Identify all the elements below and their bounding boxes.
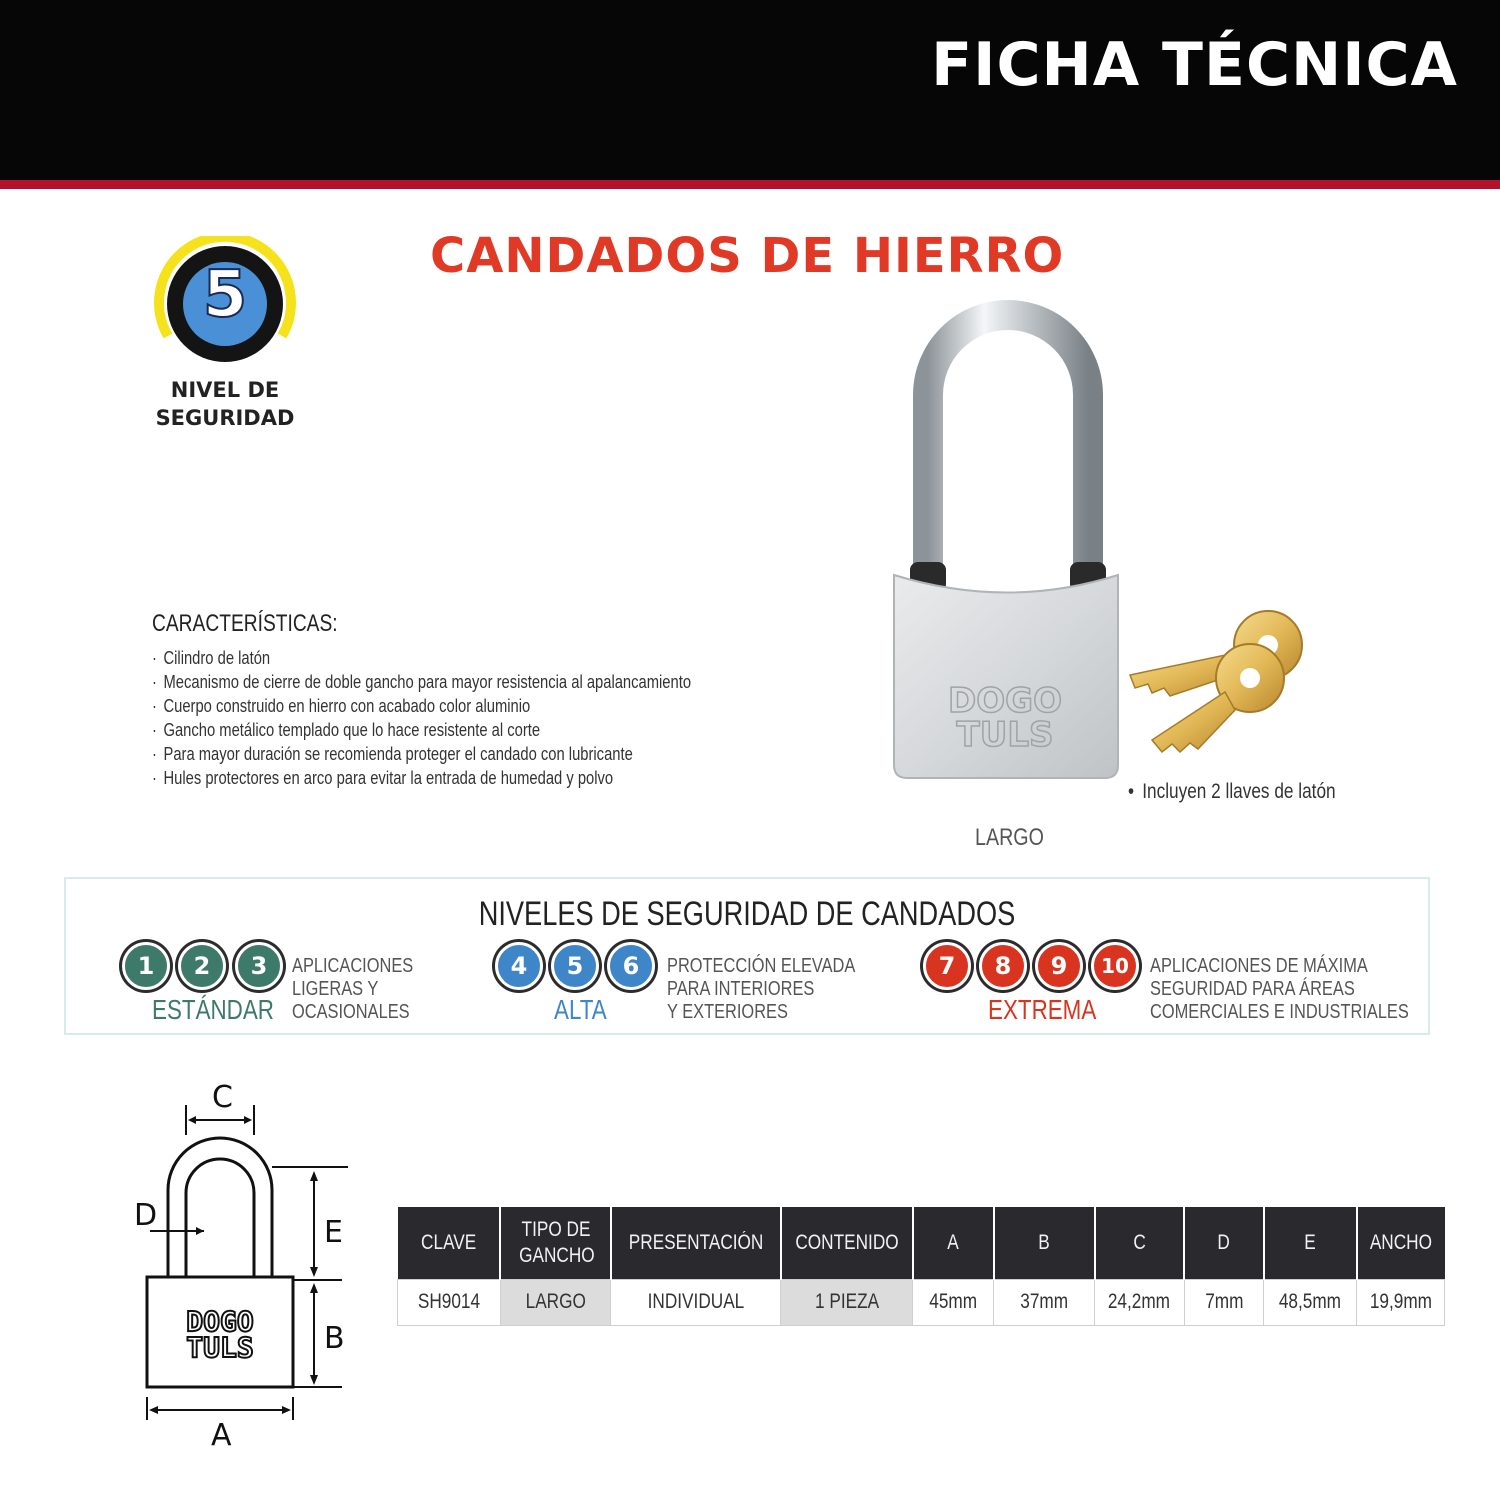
specs-header-cell: ANCHO (1357, 1207, 1445, 1279)
desc-line: SEGURIDAD PARA ÁREAS (1150, 978, 1355, 1000)
level-4-icon: 4 (495, 942, 543, 990)
characteristics-title: CARACTERÍSTICAS: (152, 610, 338, 637)
badge-label-line2: SEGURIDAD (155, 406, 295, 430)
specs-header-cell: B (994, 1207, 1095, 1279)
desc-line: APLICACIONES (292, 955, 414, 977)
padlock-image (880, 300, 1360, 800)
diagram-brand-line1: DOGO (186, 1305, 254, 1338)
level-group-extrema-desc (1150, 955, 1409, 1024)
specs-cell-tipo: LARGO (500, 1279, 610, 1325)
desc-line: COMERCIALES E INDUSTRIALES (1150, 1001, 1409, 1023)
specs-cell-b: 37mm (994, 1279, 1095, 1325)
level-6-icon: 6 (607, 942, 655, 990)
specs-header-cell: TIPO DE GANCHO (500, 1207, 610, 1279)
product-title: CANDADOS DE HIERRO (430, 228, 1065, 284)
padlock-icon (880, 300, 1360, 800)
specs-header-cell: A (913, 1207, 994, 1279)
keys-note: • Incluyen 2 llaves de latón (1128, 780, 1336, 804)
characteristic-item: · Cilindro de latón (152, 646, 660, 670)
level-group-standard-name: ESTÁNDAR (152, 994, 274, 1025)
dimension-diagram (120, 1075, 380, 1465)
keys-icon (1130, 611, 1302, 752)
specs-header-cell: PRESENTACIÓN (611, 1207, 781, 1279)
specs-cell-a: 45mm (913, 1279, 994, 1325)
dimension-c-label: C (212, 1080, 233, 1115)
diagram-brand-line2: TULS (186, 1331, 254, 1364)
specs-header-cell: CONTENIDO (781, 1207, 913, 1279)
specs-cell-e: 48,5mm (1264, 1279, 1357, 1325)
security-level-badge (150, 236, 300, 436)
characteristics-section (152, 610, 772, 790)
level-5-icon: 5 (551, 942, 599, 990)
level-group-extrema-name: EXTREMA (988, 994, 1097, 1025)
specs-header-cell: C (1095, 1207, 1185, 1279)
desc-line: LIGERAS Y (292, 978, 379, 1000)
dimension-d-label: D (134, 1198, 158, 1233)
desc-line: OCASIONALES (292, 1001, 410, 1023)
specs-cell-clave: SH9014 (398, 1279, 501, 1325)
characteristic-item: · Para mayor duración se recomienda proteger el candado con lubricante (152, 742, 660, 766)
specs-cell-ancho: 19,9mm (1357, 1279, 1445, 1325)
header-stripe (0, 180, 1500, 189)
security-levels-panel (64, 877, 1430, 1035)
characteristics-list (152, 646, 772, 790)
level-3-icon: 3 (235, 942, 283, 990)
specs-cell-d: 7mm (1184, 1279, 1264, 1325)
specs-cell-c: 24,2mm (1095, 1279, 1185, 1325)
dimension-e-label: E (324, 1215, 343, 1250)
dimension-a-label: A (211, 1418, 232, 1453)
specs-header-cell: D (1184, 1207, 1264, 1279)
level-2-icon: 2 (178, 942, 226, 990)
dimension-b-label: B (324, 1321, 345, 1356)
characteristic-item: · Gancho metálico templado que lo hace resistente al corte (152, 718, 660, 742)
padlock-outline-icon (120, 1075, 380, 1465)
specs-header-cell: E (1264, 1207, 1357, 1279)
desc-line: PARA INTERIORES (667, 978, 815, 1000)
specs-header-cell: CLAVE (398, 1207, 501, 1279)
characteristic-item: · Cuerpo construido en hierro con acabado color aluminio (152, 694, 660, 718)
specs-table (397, 1207, 1445, 1326)
security-levels-title: NIVELES DE SEGURIDAD DE CANDADOS (478, 895, 1016, 933)
characteristic-item: · Mecanismo de cierre de doble gancho para mayor resistencia al apalancamiento (152, 670, 660, 694)
characteristic-item: · Hules protectores en arco para evitar la entrada de humedad y polvo (152, 766, 660, 790)
desc-line: APLICACIONES DE MÁXIMA (1150, 955, 1368, 977)
padlock-brand-line1: DOGO (948, 681, 1062, 721)
desc-line: PROTECCIÓN ELEVADA (667, 955, 856, 977)
level-10-icon: 10 (1091, 942, 1139, 990)
header-bar (0, 0, 1500, 180)
badge-label-line1: NIVEL DE (170, 378, 280, 402)
level-group-alta-desc (667, 955, 855, 1024)
level-8-icon: 8 (979, 942, 1027, 990)
level-9-icon: 9 (1035, 942, 1083, 990)
specs-cell-contenido: 1 PIEZA (781, 1279, 913, 1325)
specs-cell-presentacion: INDIVIDUAL (611, 1279, 781, 1325)
shackle-type-label: LARGO (975, 824, 1044, 851)
level-group-standard-desc (292, 955, 413, 1024)
level-1-icon: 1 (122, 942, 170, 990)
badge-number: 5 (202, 258, 248, 332)
level-group-alta-name: ALTA (554, 994, 607, 1025)
header-title: FICHA TÉCNICA (931, 30, 1458, 100)
specs-header-row (398, 1207, 1445, 1279)
padlock-brand-line2: TULS (956, 715, 1054, 755)
level-7-icon: 7 (923, 942, 971, 990)
table-row (398, 1279, 1445, 1325)
badge-label (130, 376, 320, 432)
desc-line: Y EXTERIORES (667, 1001, 788, 1023)
